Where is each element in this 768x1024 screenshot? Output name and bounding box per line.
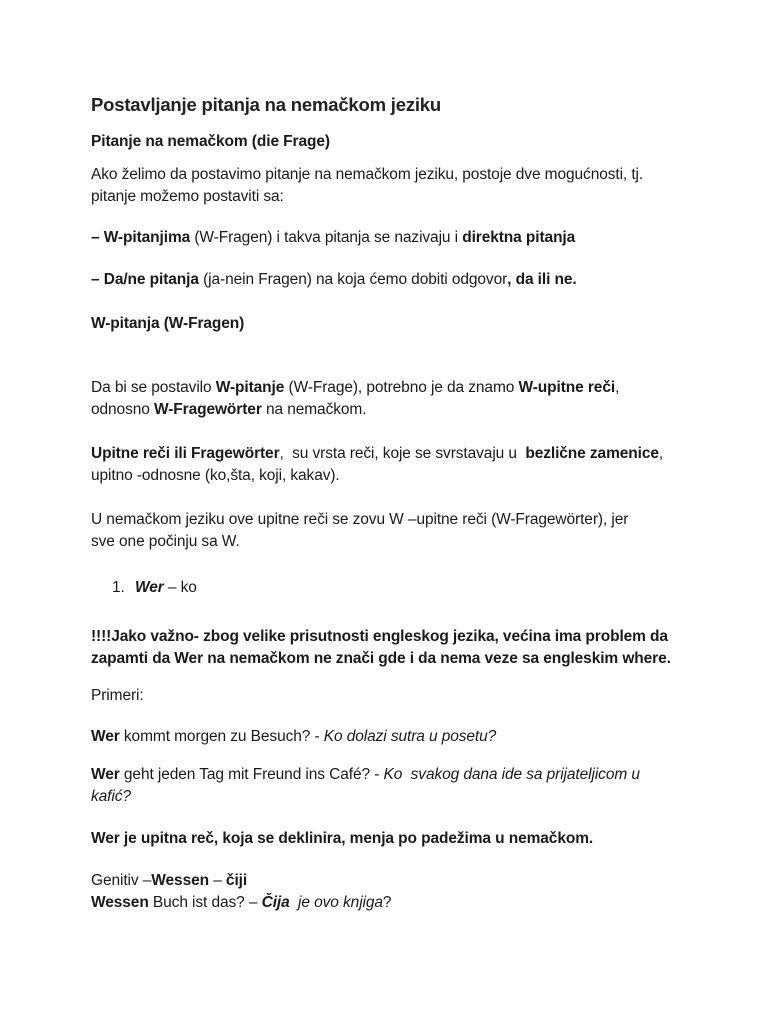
bold-italic-text: Wer bbox=[135, 579, 164, 596]
paragraph-line bbox=[91, 377, 619, 398]
italic-text: je ovo knjiga bbox=[289, 894, 383, 911]
bold-text: – Da/ne pitanja bbox=[91, 271, 199, 288]
text: Da bi se postavilo bbox=[91, 379, 216, 396]
genitive-example bbox=[91, 892, 391, 913]
text: – ko bbox=[163, 579, 197, 596]
text: (ja-nein Fragen) na koja ćemo dobiti odgovor bbox=[198, 271, 508, 288]
text: , su vrsta reči, koje se svrstavaju u bbox=[279, 445, 526, 462]
text: – bbox=[208, 872, 226, 889]
bold-text: W-upitne reči bbox=[518, 379, 616, 396]
italic-text: Ko dolazi sutra u posetu? bbox=[323, 728, 497, 745]
option-line bbox=[91, 227, 575, 248]
examples-label: Primeri: bbox=[91, 687, 144, 704]
genitive-line bbox=[91, 870, 247, 891]
bold-text: čiji bbox=[225, 872, 248, 889]
text: na nemačkom. bbox=[261, 401, 367, 418]
bold-text: W-Fragewörter bbox=[153, 401, 262, 418]
list-number: 1. bbox=[112, 579, 125, 596]
paragraph-line: pitanje možemo postaviti sa: bbox=[91, 188, 284, 205]
warning-line: !!!!Jako važno- zbog velike prisutnosti engleskog jezika, većina ima problem da bbox=[91, 628, 668, 645]
section-heading: Pitanje na nemačkom (die Frage) bbox=[91, 133, 330, 150]
bold-text: Wessen bbox=[91, 894, 149, 911]
text: geht jeden Tag mit Freund ins Café? - bbox=[119, 766, 384, 783]
paragraph-line bbox=[91, 399, 366, 420]
text: , bbox=[658, 445, 664, 462]
bold-text: Wessen bbox=[151, 872, 209, 889]
document-title: Postavljanje pitanja na nemačkom jeziku bbox=[91, 94, 441, 115]
bold-text: direktna pitanja bbox=[462, 229, 576, 246]
text: Buch ist das? – bbox=[148, 894, 262, 911]
bold-italic-text: Čija bbox=[261, 894, 290, 911]
text: (W-Fragen) i takva pitanja se nazivaju i bbox=[190, 229, 463, 246]
text: Genitiv – bbox=[91, 872, 152, 889]
list-body bbox=[135, 577, 197, 598]
bold-text: bezlične zamenice bbox=[525, 445, 659, 462]
paragraph-line bbox=[91, 443, 663, 464]
text: ? bbox=[382, 894, 392, 911]
bold-text: Wer bbox=[91, 728, 120, 745]
bold-text: Upitne reči ili Fragewörter bbox=[91, 445, 280, 462]
declension-note: Wer je upitna reč, koja se deklinira, menja po padežima u nemačkom. bbox=[91, 830, 594, 847]
example-line: kafić? bbox=[91, 788, 131, 805]
bold-text: , da ili ne. bbox=[507, 271, 577, 288]
bold-text: – W-pitanjima bbox=[91, 229, 191, 246]
paragraph-line: Ako želimo da postavimo pitanje na nemačkom jeziku, postoje dve mogućnosti, tj. bbox=[91, 166, 644, 183]
paragraph-line: upitno -odnosne (ko,šta, koji, kakav). bbox=[91, 467, 340, 484]
warning-line: zapamti da Wer na nemačkom ne znači gde i da nema veze sa engleskim where. bbox=[91, 650, 671, 667]
example-line bbox=[91, 726, 496, 747]
section-heading: W-pitanja (W-Fragen) bbox=[91, 315, 245, 332]
option-line bbox=[91, 269, 577, 290]
italic-text: Ko svakog dana ide sa prijateljicom u bbox=[383, 766, 640, 783]
paragraph-line: sve one počinju sa W. bbox=[91, 533, 240, 550]
paragraph-line: U nemačkom jeziku ove upitne reči se zovu W –upitne reči (W-Fragewörter), jer bbox=[91, 511, 629, 528]
text: (W-Frage), potrebno je da znamo bbox=[284, 379, 519, 396]
text: odnosno bbox=[91, 401, 154, 418]
bold-text: Wer bbox=[91, 766, 120, 783]
example-line bbox=[91, 764, 640, 785]
bold-text: W-pitanje bbox=[215, 379, 285, 396]
text: kommt morgen zu Besuch? - bbox=[119, 728, 324, 745]
text: , bbox=[615, 379, 620, 396]
